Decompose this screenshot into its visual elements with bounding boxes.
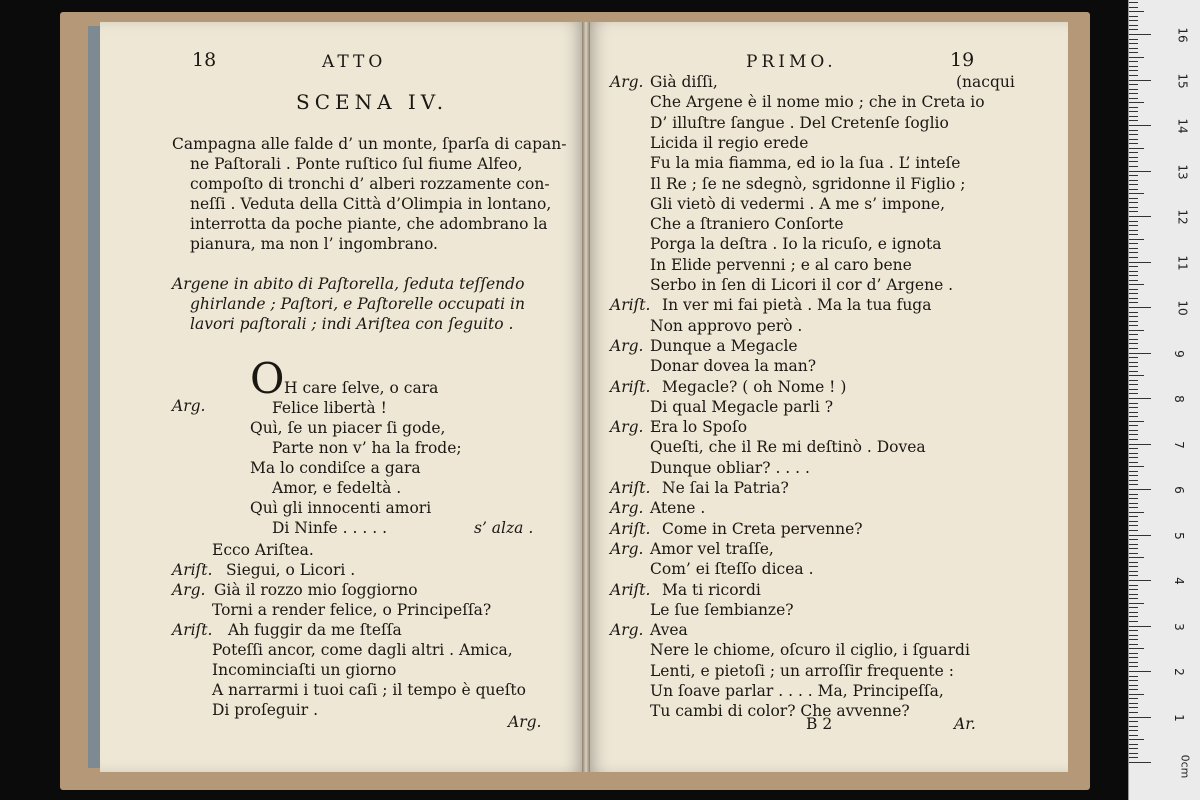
ruler-tick [1129, 198, 1138, 199]
ruler-tick [1129, 393, 1138, 394]
ruler-number: 4 [1171, 577, 1186, 585]
dialogue-line: Nere le chiome, oſcuro il ciglio, i ſguardi [650, 641, 970, 660]
ruler-tick [1129, 739, 1144, 740]
ruler-tick [1129, 339, 1138, 340]
ruler-tick [1129, 403, 1138, 404]
ruler-tick [1129, 594, 1138, 595]
speaker-label: Arg. [610, 336, 644, 355]
ruler-tick [1129, 157, 1138, 158]
ruler-tick [1129, 530, 1138, 531]
description-line: neſſi . Veduta della Città d’Olimpia in lontano, [190, 195, 552, 213]
ruler-tick [1129, 484, 1138, 485]
ruler-tick [1129, 466, 1144, 467]
ruler-tick [1129, 575, 1138, 576]
dialogue-line: Le ſue ſembianze? [650, 600, 794, 619]
ruler-tick [1129, 598, 1138, 599]
dialogue-line: Com’ ei ſteſſo dicea . [650, 560, 814, 579]
dialogue-line: Ecco Ariſtea. [212, 541, 314, 559]
ruler-tick [1129, 75, 1138, 76]
ruler-tick [1129, 61, 1138, 62]
ruler-tick [1129, 703, 1138, 704]
ruler-tick [1129, 70, 1138, 71]
dialogue-line: In ver mi fai pietà . Ma la tua fuga [662, 296, 932, 315]
ruler-tick [1129, 384, 1138, 385]
dialogue-line: Già diſſi, [650, 73, 718, 91]
ruler-tick [1129, 357, 1138, 358]
ruler-tick [1129, 262, 1151, 263]
dialogue-line: Avea [650, 621, 688, 640]
ruler-tick [1129, 553, 1138, 554]
ruler-tick [1129, 275, 1138, 276]
ruler-tick [1129, 462, 1138, 463]
verse-line: Parte non v’ ha la frode; [272, 439, 462, 457]
dialogue-line: Ne ſai la Patria? [662, 479, 789, 497]
ruler-tick [1129, 589, 1138, 590]
ruler-number: 8 [1171, 395, 1186, 403]
ruler-tick [1129, 726, 1138, 727]
speaker-label: Ariſt. [172, 561, 213, 579]
ruler-tick [1129, 43, 1138, 44]
verse-line: Amor, e fedeltà . [272, 479, 402, 497]
description-line: compoſto di tronchi d’ alberi rozzamente con- [190, 175, 550, 193]
ruler-tick [1129, 366, 1138, 367]
ruler-unit-label: 0cm [1178, 754, 1192, 779]
ruler-number: 5 [1171, 531, 1186, 540]
ruler-tick [1129, 639, 1138, 640]
ruler-tick [1129, 230, 1138, 231]
ruler-tick [1129, 11, 1144, 12]
dialogue-line: Già il rozzo mio ſoggiorno [214, 581, 418, 599]
ruler-tick [1129, 148, 1144, 149]
ruler-tick [1129, 48, 1138, 49]
ruler-number: 2 [1171, 668, 1186, 676]
ruler-tick [1129, 207, 1138, 208]
left-running-header: ATTO [322, 52, 387, 72]
ruler-number: 6 [1171, 486, 1186, 494]
ruler-tick [1129, 571, 1138, 572]
catchword: Ar. [954, 715, 976, 733]
ruler-tick [1129, 512, 1144, 513]
ruler-tick [1129, 730, 1138, 731]
ruler-tick [1129, 111, 1138, 112]
ruler-tick [1129, 312, 1138, 313]
ruler-tick [1129, 475, 1138, 476]
speaker-label: Arg. [610, 418, 644, 437]
dialogue-line: Ah fuggir da me ſteſſa [228, 621, 402, 639]
right-page [590, 22, 1068, 772]
ruler-number: 3 [1171, 622, 1186, 631]
dialogue-line: Gli vietò di vedermi . A me s’ impone, [650, 194, 945, 213]
ruler-tick [1129, 521, 1138, 522]
dialogue-line: Fu la mia fiamma, ed io la ſua . L’ inteſe [650, 154, 961, 173]
ruler-tick [1129, 139, 1138, 140]
ruler-tick [1129, 721, 1138, 722]
dialogue-line: Non approvo però . [650, 316, 803, 335]
ruler-tick [1129, 166, 1138, 167]
ruler-tick [1129, 375, 1144, 376]
ruler-tick [1129, 694, 1144, 695]
ruler-tick [1129, 143, 1138, 144]
ruler-number: 9 [1171, 349, 1186, 358]
ruler-tick [1129, 211, 1138, 212]
ruler-tick [1129, 457, 1138, 458]
ruler-tick [1129, 20, 1138, 21]
ruler-tick [1129, 7, 1138, 8]
stage-direction-line: lavori paſtorali ; indi Ariſtea con ſeguito . [190, 315, 514, 333]
speaker-label: Arg. [172, 581, 206, 599]
ruler-tick [1129, 544, 1138, 545]
ruler-tick [1129, 271, 1138, 272]
ruler-tick [1129, 216, 1151, 217]
dialogue-line: Di qual Megacle parli ? [650, 397, 834, 416]
ruler-tick [1129, 221, 1138, 222]
dialogue-line: Che a ſtraniero Conſorte [650, 215, 844, 234]
speaker-label: Arg. [172, 397, 206, 415]
ruler-tick [1129, 616, 1138, 617]
dialogue-line: A narrarmi i tuoi caſi ; il tempo è queſto [212, 681, 526, 699]
ruler-tick [1129, 362, 1138, 363]
ruler-tick [1129, 316, 1138, 317]
dialogue-line: Porga la deſtra . Io la ricuſo, e ignota [650, 235, 942, 254]
description-line: interrotta da poche piante, che adombrano la [190, 215, 548, 233]
ruler-tick [1129, 612, 1138, 613]
ruler-tick [1129, 302, 1138, 303]
ruler-tick [1129, 439, 1138, 440]
dialogue-line: Ma ti ricordi [662, 580, 761, 599]
ruler-tick [1129, 325, 1138, 326]
ruler-tick [1129, 289, 1138, 290]
ruler-tick [1129, 689, 1138, 690]
margin-note: (nacqui [956, 73, 1015, 91]
ruler-tick [1129, 671, 1151, 672]
ruler-tick [1129, 16, 1138, 17]
ruler-number: 13 [1175, 163, 1190, 180]
speaker-label: Arg. [610, 73, 644, 91]
ruler-tick [1129, 52, 1138, 53]
ruler-tick [1129, 707, 1138, 708]
ruler-tick [1129, 607, 1138, 608]
ruler-tick [1129, 525, 1138, 526]
ruler-tick [1129, 175, 1138, 176]
ruler-tick [1129, 120, 1138, 121]
ruler-tick [1129, 516, 1138, 517]
speaker-label: Ariſt. [610, 377, 651, 396]
dialogue-line: Siegui, o Licori . [226, 561, 356, 579]
ruler-tick [1129, 29, 1138, 30]
ruler-tick [1129, 252, 1138, 253]
dialogue-line: Dunque a Megacle [650, 336, 798, 355]
ruler-tick [1129, 93, 1138, 94]
dialogue-line: Licida il regio erede [650, 133, 809, 152]
ruler-tick [1129, 557, 1144, 558]
right-page-number: 19 [950, 49, 975, 71]
ruler-tick [1129, 635, 1138, 636]
ruler-tick [1129, 189, 1138, 190]
ruler-tick [1129, 371, 1138, 372]
ruler-tick [1129, 539, 1138, 540]
ruler-tick [1129, 757, 1138, 758]
aside-direction: s’ alza . [474, 519, 534, 537]
ruler-tick [1129, 425, 1138, 426]
ruler-tick [1129, 307, 1151, 308]
ruler-number: 1 [1171, 713, 1186, 722]
ruler-tick [1129, 666, 1138, 667]
dialogue-line: Atene . [650, 499, 706, 518]
ruler-tick [1129, 284, 1144, 285]
drop-cap: O [250, 354, 285, 403]
ruler-tick [1129, 421, 1144, 422]
ruler-tick [1129, 430, 1138, 431]
ruler-tick [1129, 626, 1151, 627]
ruler-tick [1129, 2, 1138, 3]
ruler-tick [1129, 298, 1138, 299]
ruler-tick [1129, 134, 1138, 135]
ruler-tick [1129, 657, 1138, 658]
dialogue-line: D’ illuſtre ſangue . Del Cretenſe ſoglio [650, 113, 949, 132]
dialogue-line: Lenti, e pietoſi ; un arroſſir frequente : [650, 661, 954, 680]
ruler-tick [1129, 380, 1138, 381]
ruler-tick [1129, 389, 1138, 390]
ruler-tick [1129, 685, 1138, 686]
dialogue-line: Queſti, che il Re mi deſtinò . Dovea [650, 438, 926, 457]
dialogue-line: Poteſſi ancor, come dagli altri . Amica, [212, 641, 513, 659]
ruler-tick [1129, 116, 1138, 117]
verse-line: Di Ninfe . . . . . [272, 519, 387, 537]
speaker-label: Ariſt. [610, 519, 651, 538]
ruler-number: 15 [1175, 72, 1190, 89]
ruler-tick [1129, 412, 1138, 413]
scene-title: SCENA IV. [296, 90, 449, 114]
ruler-number: 14 [1175, 118, 1190, 134]
dialogue-line: Che Argene è il nome mio ; che in Creta io [650, 93, 985, 112]
speaker-label: Arg. [610, 621, 644, 640]
ruler-tick [1129, 280, 1138, 281]
ruler-tick [1129, 762, 1151, 763]
description-line: Campagna alle falde d’ un monte, ſparſa di capan- [172, 135, 567, 153]
ruler-tick [1129, 698, 1138, 699]
ruler-number: 11 [1175, 254, 1190, 271]
dialogue-line: Era lo Spoſo [650, 418, 748, 437]
ruler-tick [1129, 266, 1138, 267]
ruler-tick [1129, 494, 1138, 495]
measurement-ruler [1128, 0, 1200, 800]
ruler-number: 12 [1175, 209, 1190, 225]
signature-mark: B 2 [806, 715, 833, 733]
ruler-tick [1129, 644, 1138, 645]
ruler-tick [1129, 507, 1138, 508]
book-gutter [582, 22, 590, 772]
ruler-tick [1129, 735, 1138, 736]
ruler-tick [1129, 102, 1144, 103]
verse-line: Quì gli innocenti amori [250, 499, 432, 517]
ruler-tick [1129, 66, 1138, 67]
ruler-tick [1129, 653, 1138, 654]
ruler-tick [1129, 130, 1138, 131]
ruler-number: 7 [1171, 440, 1186, 449]
ruler-tick [1129, 348, 1138, 349]
ruler-tick [1129, 80, 1151, 81]
ruler-tick [1129, 753, 1138, 754]
description-line: pianura, ma non l’ ingombrano. [190, 235, 438, 253]
verse-line: Felice libertà ! [272, 399, 387, 417]
verse-line: Ma lo condiſce a gara [250, 459, 421, 477]
ruler-tick [1129, 125, 1151, 126]
ruler-tick [1129, 676, 1138, 677]
ruler-tick [1129, 535, 1151, 536]
dialogue-line: Megacle? ( oh Nome ! ) [662, 377, 847, 396]
ruler-tick [1129, 630, 1138, 631]
ruler-tick [1129, 562, 1138, 563]
ruler-tick [1129, 202, 1138, 203]
ruler-tick [1129, 248, 1138, 249]
ruler-tick [1129, 648, 1144, 649]
dialogue-line: Donar dovea la man? [650, 357, 817, 376]
ruler-tick [1129, 257, 1138, 258]
ruler-tick [1129, 225, 1138, 226]
description-line: ne Paſtorali . Ponte ruſtico ſul fiume Alfeo, [190, 155, 523, 173]
ruler-tick [1129, 193, 1144, 194]
speaker-label: Ariſt. [610, 580, 651, 599]
left-page-number: 18 [192, 49, 217, 71]
ruler-number: 16 [1175, 27, 1190, 43]
ruler-tick [1129, 444, 1151, 445]
dialogue-line: Un ſoave parlar . . . . Ma, Principeſſa, [650, 682, 944, 700]
ruler-tick [1129, 57, 1144, 58]
ruler-tick [1129, 471, 1138, 472]
ruler-tick [1129, 98, 1138, 99]
ruler-tick [1129, 39, 1138, 40]
speaker-label: Arg. [610, 499, 644, 518]
dialogue-line: Torni a render felice, o Principeſſa? [212, 601, 492, 619]
dialogue-line: Amor vel traſſe, [650, 539, 774, 558]
ruler-tick [1129, 343, 1138, 344]
ruler-tick [1129, 25, 1138, 26]
dialogue-line: Il Re ; ſe ne sdegnò, sgridonne il Figlio ; [650, 174, 966, 193]
stage-direction-line: ghirlande ; Paſtori, e Paſtorelle occupati in [190, 295, 525, 313]
ruler-tick [1129, 89, 1138, 90]
verse-line: H care ſelve, o cara [284, 379, 439, 397]
ruler-tick [1129, 407, 1138, 408]
ruler-tick [1129, 34, 1151, 35]
speaker-label: Ariſt. [172, 621, 213, 639]
book-edge [88, 26, 100, 768]
ruler-tick [1129, 717, 1151, 718]
ruler-tick [1129, 234, 1138, 235]
right-running-header: PRIMO. [746, 52, 837, 72]
dialogue-line: Come in Creta pervenne? [662, 519, 863, 538]
ruler-tick [1129, 712, 1138, 713]
stage-direction-line: Argene in abito di Paſtorella, ſeduta teſſendo [172, 275, 525, 293]
speaker-label: Ariſt. [610, 296, 651, 315]
ruler-tick [1129, 180, 1138, 181]
ruler-tick [1129, 603, 1144, 604]
speaker-label: Ariſt. [610, 479, 651, 497]
ruler-tick [1129, 453, 1138, 454]
ruler-tick [1129, 503, 1138, 504]
ruler-tick [1129, 330, 1144, 331]
ruler-tick [1129, 161, 1138, 162]
ruler-tick [1129, 321, 1138, 322]
left-page [100, 22, 582, 772]
ruler-tick [1129, 243, 1138, 244]
ruler-tick [1129, 353, 1151, 354]
dialogue-line: In Elide pervenni ; e al caro bene [650, 255, 912, 274]
ruler-tick [1129, 152, 1138, 153]
dialogue-line: Di proſeguir . [212, 701, 319, 719]
ruler-tick [1129, 498, 1138, 499]
ruler-number: 10 [1175, 300, 1190, 316]
ruler-tick [1129, 184, 1138, 185]
ruler-tick [1129, 293, 1138, 294]
ruler-tick [1129, 84, 1138, 85]
ruler-tick [1129, 566, 1138, 567]
dialogue-line: Tu cambi di color? Che avvenne? [650, 702, 910, 721]
ruler-tick [1129, 748, 1138, 749]
ruler-tick [1129, 580, 1151, 581]
ruler-tick [1129, 621, 1138, 622]
speaker-label: Arg. [610, 539, 644, 558]
ruler-tick [1129, 239, 1144, 240]
ruler-tick [1129, 744, 1138, 745]
ruler-tick [1129, 416, 1138, 417]
ruler-tick [1129, 334, 1138, 335]
ruler-tick [1129, 434, 1138, 435]
dialogue-line: Incominciaſti un giorno [212, 661, 397, 679]
ruler-tick [1129, 548, 1138, 549]
ruler-tick [1129, 680, 1138, 681]
ruler-tick [1129, 489, 1151, 490]
ruler-tick [1129, 585, 1138, 586]
ruler-tick [1129, 480, 1138, 481]
ruler-tick [1129, 107, 1138, 108]
ruler-tick [1129, 171, 1151, 172]
ruler-tick [1129, 398, 1151, 399]
verse-line: Quì, ſe un piacer ſi gode, [250, 419, 446, 437]
catchword: Arg. [508, 713, 542, 731]
ruler-tick [1129, 448, 1138, 449]
dialogue-line: Serbo in ſen di Licori il cor d’ Argene . [650, 276, 954, 294]
ruler-tick [1129, 662, 1138, 663]
dialogue-line: Dunque obliar? . . . . [650, 458, 810, 477]
